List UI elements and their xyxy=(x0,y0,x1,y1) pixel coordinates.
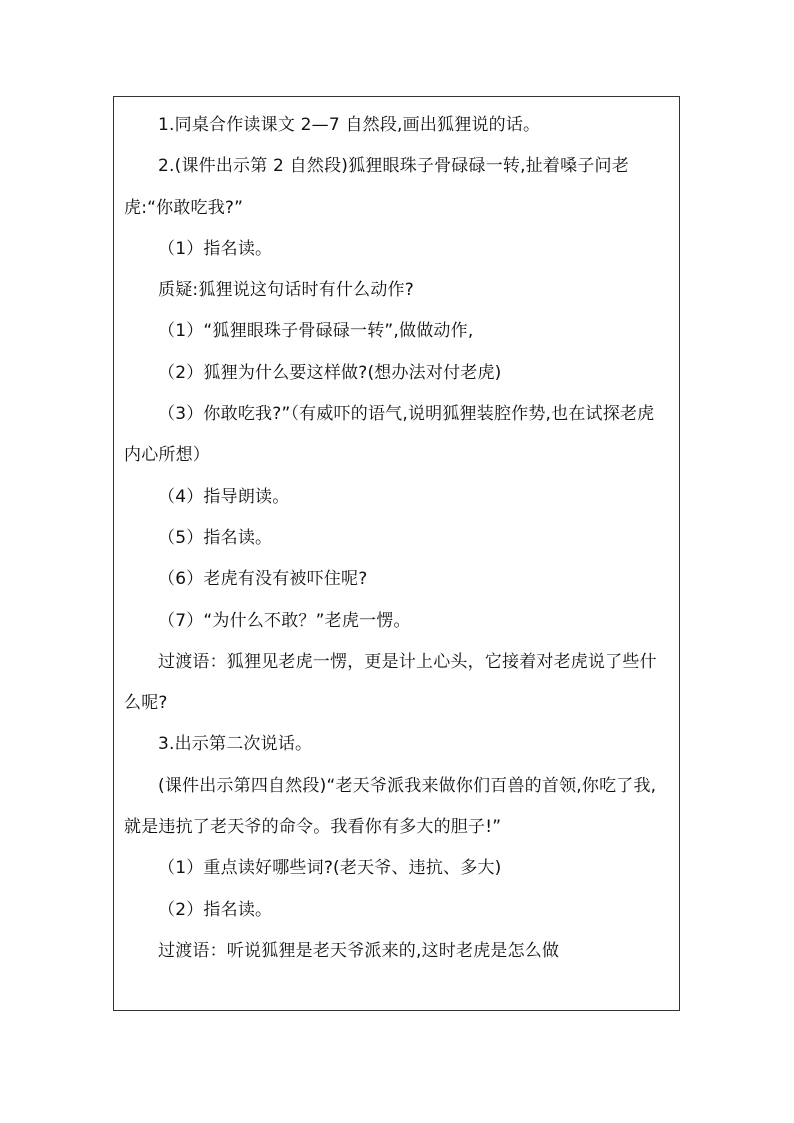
paragraph-3: （1）指名读。 xyxy=(158,238,273,259)
paragraph-8: （4）指导朗读。 xyxy=(158,486,290,507)
paragraph-15: （1）重点读好哪些词?(老天爷、违抗、多大) xyxy=(158,858,502,879)
paragraph-4: 质疑:狐狸说这句话时有什么动作? xyxy=(158,280,414,301)
paragraph-17: 过渡语：听说狐狸是老天爷派来的,这时老虎是怎么做 xyxy=(158,940,560,961)
paragraph-2: 2.(课件出示第 2 自然段)狐狸眼珠子骨碌碌一转,扯着嗓子问老虎:“你敢吃我?” xyxy=(124,156,629,218)
lesson-text xyxy=(124,105,671,972)
paragraph-9: （5）指名读。 xyxy=(158,527,273,548)
document-frame xyxy=(113,96,680,1011)
paragraph-10: （6）老虎有没有被吓住呢? xyxy=(158,569,368,590)
paragraph-16: （2）指名读。 xyxy=(158,899,273,920)
paragraph-5: （1）“狐狸眼珠子骨碌碌一转”,做做动作, xyxy=(158,321,474,342)
paragraph-12: 过渡语：狐狸见老虎一愣，更是计上心头，它接着对老虎说了些什么呢? xyxy=(124,651,657,714)
paragraph-13: 3.出示第二次说话。 xyxy=(158,734,313,755)
paragraph-14: (课件出示第四自然段)“老天爷派我来做你们百兽的首领,你吃了我,就是违抗了老天爷的命令。我看你有多大的胆子!” xyxy=(124,775,657,838)
paragraph-7: （3）你敢吃我?”（有威吓的语气,说明狐狸装腔作势,也在试探老虎内心所想） xyxy=(124,404,655,466)
paragraph-11: （7）“为什么不敢？”老虎一愣。 xyxy=(158,610,411,631)
paragraph-1: 1.同桌合作读课文 2—7 自然段,画出狐狸说的话。 xyxy=(158,115,541,135)
paragraph-6: （2）狐狸为什么要这样做?(想办法对付老虎) xyxy=(158,362,502,383)
